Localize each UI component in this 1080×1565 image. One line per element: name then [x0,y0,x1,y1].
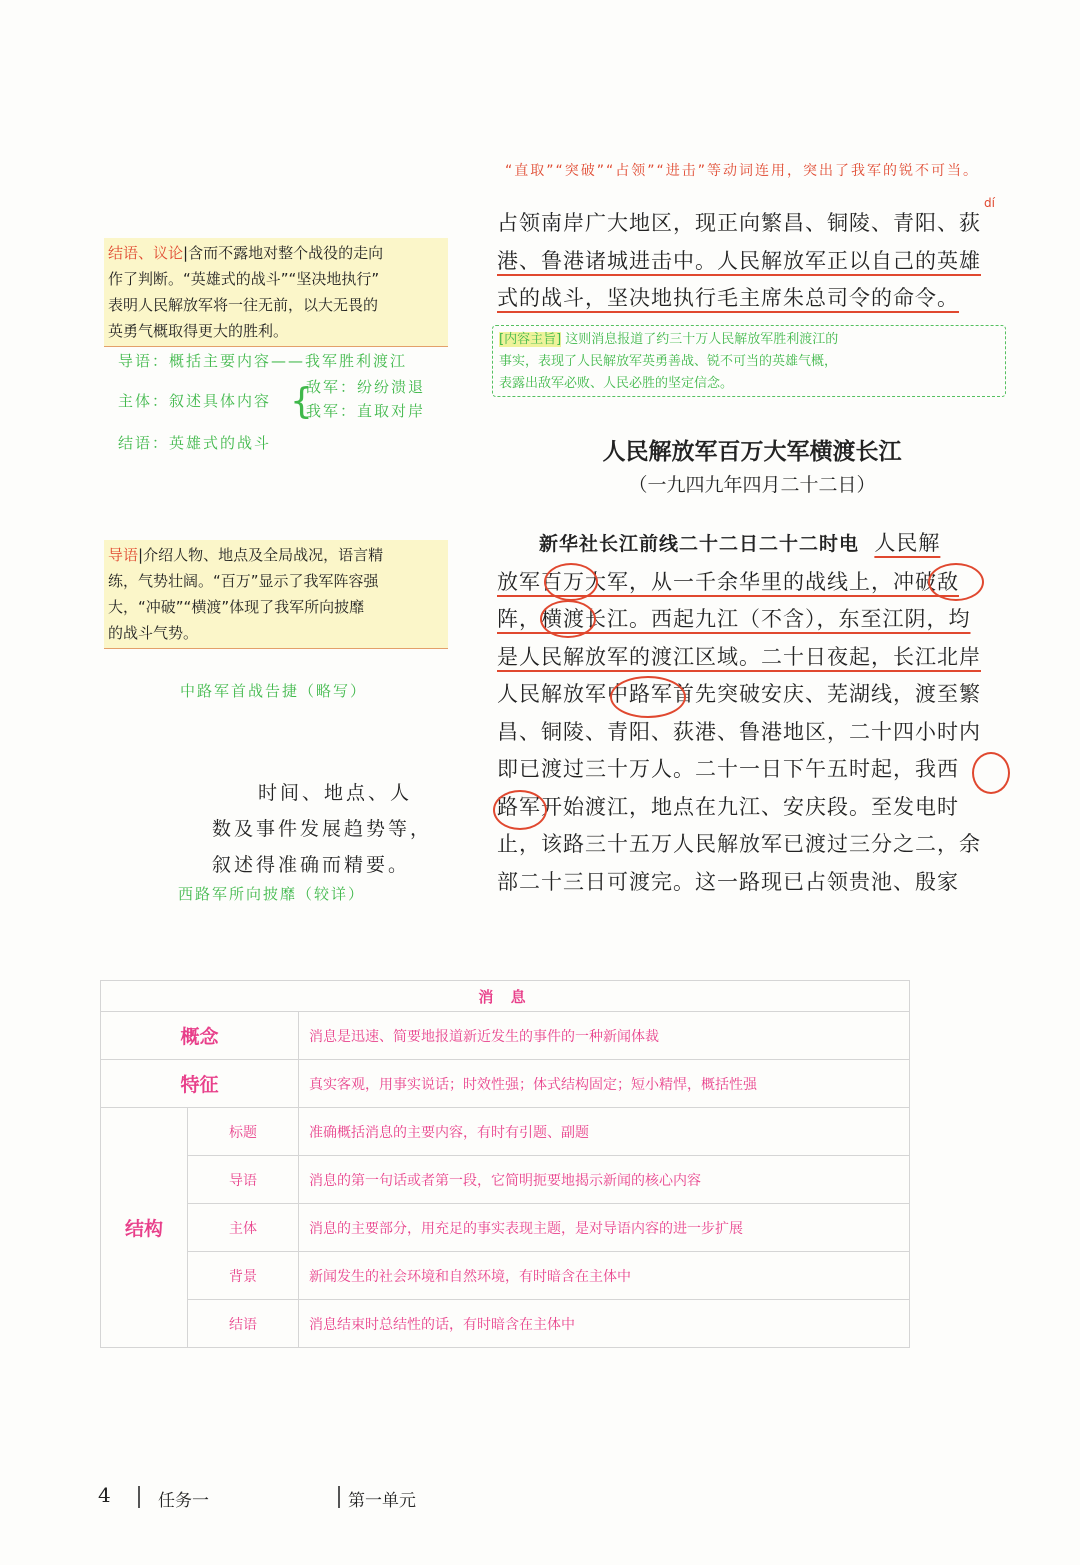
structure-note [118,350,458,453]
lead-line: 式的战斗，坚决地执行毛主席朱总司令的命令。 [497,286,959,310]
article-line: 路军开始渡江，地点在九江、安庆段。至发电时 [497,794,959,819]
content-summary-line: 这则消息报道了约三十万人民解放军胜利渡江的 [565,332,839,347]
ending-comment-note: 结语、议论|含而不露地对整个战役的走向 作了判断。“英雄式的战斗”“坚决地执行” 表明人民解放军将一往无前，以大无畏的 英勇气概取得更大的胜利。 [104,238,448,347]
sub-text: 消息的主要部分，用充足的事实表现主题，是对导语内容的进一步扩展 [299,1204,910,1252]
verb-note: “直取”“突破”“占领”“进击”等动词连用，突出了我军的锐不可当。 [505,163,980,179]
note-line: 表明人民解放军将一往无前，以大无畏的 [108,296,379,314]
content-summary-line: 事实，表现了人民解放军英勇善战、锐不可当的英雄气概， [499,354,838,369]
pinyin-annotation: dí [984,196,995,210]
circle-mark-baiwan [544,563,598,601]
content-summary-tag: [内容主旨] [499,332,562,347]
brace: { [290,381,315,422]
summary-line: 叙述得准确而精要。 [212,854,411,876]
row-label-concept: 概念 [101,1012,299,1060]
dateline: 新华社长江前线二十二日二十二时电 [539,533,860,555]
article-date: （一九四九年四月二十二日） [628,474,876,496]
structure-body-label: 主体：叙述具体内容 [118,392,272,410]
sub-label: 背景 [188,1252,299,1300]
article-line: 放军百万大军，从一千余华里的战线上，冲破敌 [497,569,959,594]
page-number: 4 [98,1483,111,1507]
circle-mark-chongpo [928,563,984,601]
structure-body-enemy: 敌军：纷纷溃退 [306,378,426,396]
article-line: 是人民解放军的渡江区域。二十日夜起，长江北岸 [497,644,981,669]
summary-note [212,775,432,883]
summary-line: 时间、地点、人 [258,782,413,804]
article-line: 止，该路三十五万人民解放军已渡过三分之二，余 [497,832,981,856]
note-line: 练，气势壮阔。“百万”显示了我军阵容强 [108,572,379,590]
circle-mark-hengdu [540,600,596,638]
lead-line: 占领南岸广大地区，现正向繁昌、铜陵、青阳、荻 [497,211,981,235]
sub-label: 导语 [188,1156,299,1204]
footer-unit: 第一单元 [348,1491,416,1511]
structure-ending: 结语：英雄式的战斗 [118,434,272,452]
structure-lead: 导语：概括主要内容——我军胜利渡江 [118,352,408,370]
footer-task: 任务一 [158,1491,209,1511]
note-line: 英勇气概取得更大的胜利。 [108,322,289,340]
sub-label: 标题 [188,1108,299,1156]
article-line: 昌、铜陵、青阳、荻港、鲁港地区，二十四小时内 [497,719,981,744]
row-text-feature: 真实客观，用事实说话；时效性强；体式结构固定；短小精悍，概括性强 [299,1060,910,1108]
news-info-table [100,980,910,1348]
article-line: 即已渡过三十万人。二十一日下午五时起，我西 [497,757,959,781]
structure-body-ours: 我军：直取对岸 [306,402,426,420]
sub-label: 主体 [188,1204,299,1252]
content-summary-box [492,325,1006,397]
footer-divider [338,1486,340,1508]
west-route-note: 西路军所向披靡（较详） [178,885,366,903]
row-label-feature: 特征 [101,1060,299,1108]
sub-text: 准确概括消息的主要内容，有时有引题、副题 [299,1108,910,1156]
article-line: 阵，横渡长江。西起九江（不含），东至江阴，均 [497,607,971,631]
note-line: 含而不露地对整个战役的走向 [188,244,384,262]
lead-paragraph [497,205,1007,318]
row-label-structure: 结构 [101,1108,188,1348]
note-line: 介绍人物、地点及全局战况，语言精 [143,546,384,564]
sub-text: 消息的第一句话或者第一段，它简明扼要地揭示新闻的核心内容 [299,1156,910,1204]
circle-mark-lujun [493,790,547,830]
circle-mark-zhonglujun [610,676,686,718]
middle-route-note: 中路军首战告捷（略写） [180,682,368,700]
row-text-concept: 消息是迅速、简要地报道新近发生的事件的一种新闻体裁 [299,1012,910,1060]
sub-text: 新闻发生的社会环境和自然环境，有时暗含在主体中 [299,1252,910,1300]
sub-label: 结语 [188,1300,299,1348]
ending-comment-tag: 结语、议论 [108,244,184,262]
lead-comment-tag: 导语 [108,546,139,564]
article-line: 人民解放军中路军首先突破安庆、芜湖线，渡至繁 [497,682,981,706]
footer-divider [138,1486,140,1508]
summary-line: 数及事件发展趋势等， [212,818,433,840]
content-summary-line: 表露出敌军必败、人民必胜的坚定信念。 [499,376,734,391]
article-line: 人民解 [874,531,941,555]
sub-text: 消息结束时总结性的话，有时暗含在主体中 [299,1300,910,1348]
lead-line: 港、鲁港诸城进击中。人民解放军正以自己的英雄 [497,248,981,273]
article-title: 人民解放军百万大军横渡长江 [602,438,902,465]
lead-comment-note: 导语|介绍人物、地点及全局战况，语言精 练，气势壮阔。“百万”显示了我军阵容强 大，“冲破”“横渡”体现了我军所向披靡 的战斗气势。 [104,540,448,649]
article-line: 部二十三日可渡完。这一路现已占领贵池、殷家 [497,869,959,894]
table-title: 消 息 [101,981,910,1012]
note-line: 的战斗气势。 [108,624,199,642]
circle-mark-xi [972,752,1010,794]
note-line: 大，“冲破”“横渡”体现了我军所向披靡 [108,598,365,616]
note-line: 作了判断。“英雄式的战斗”“坚决地执行” [108,270,380,288]
